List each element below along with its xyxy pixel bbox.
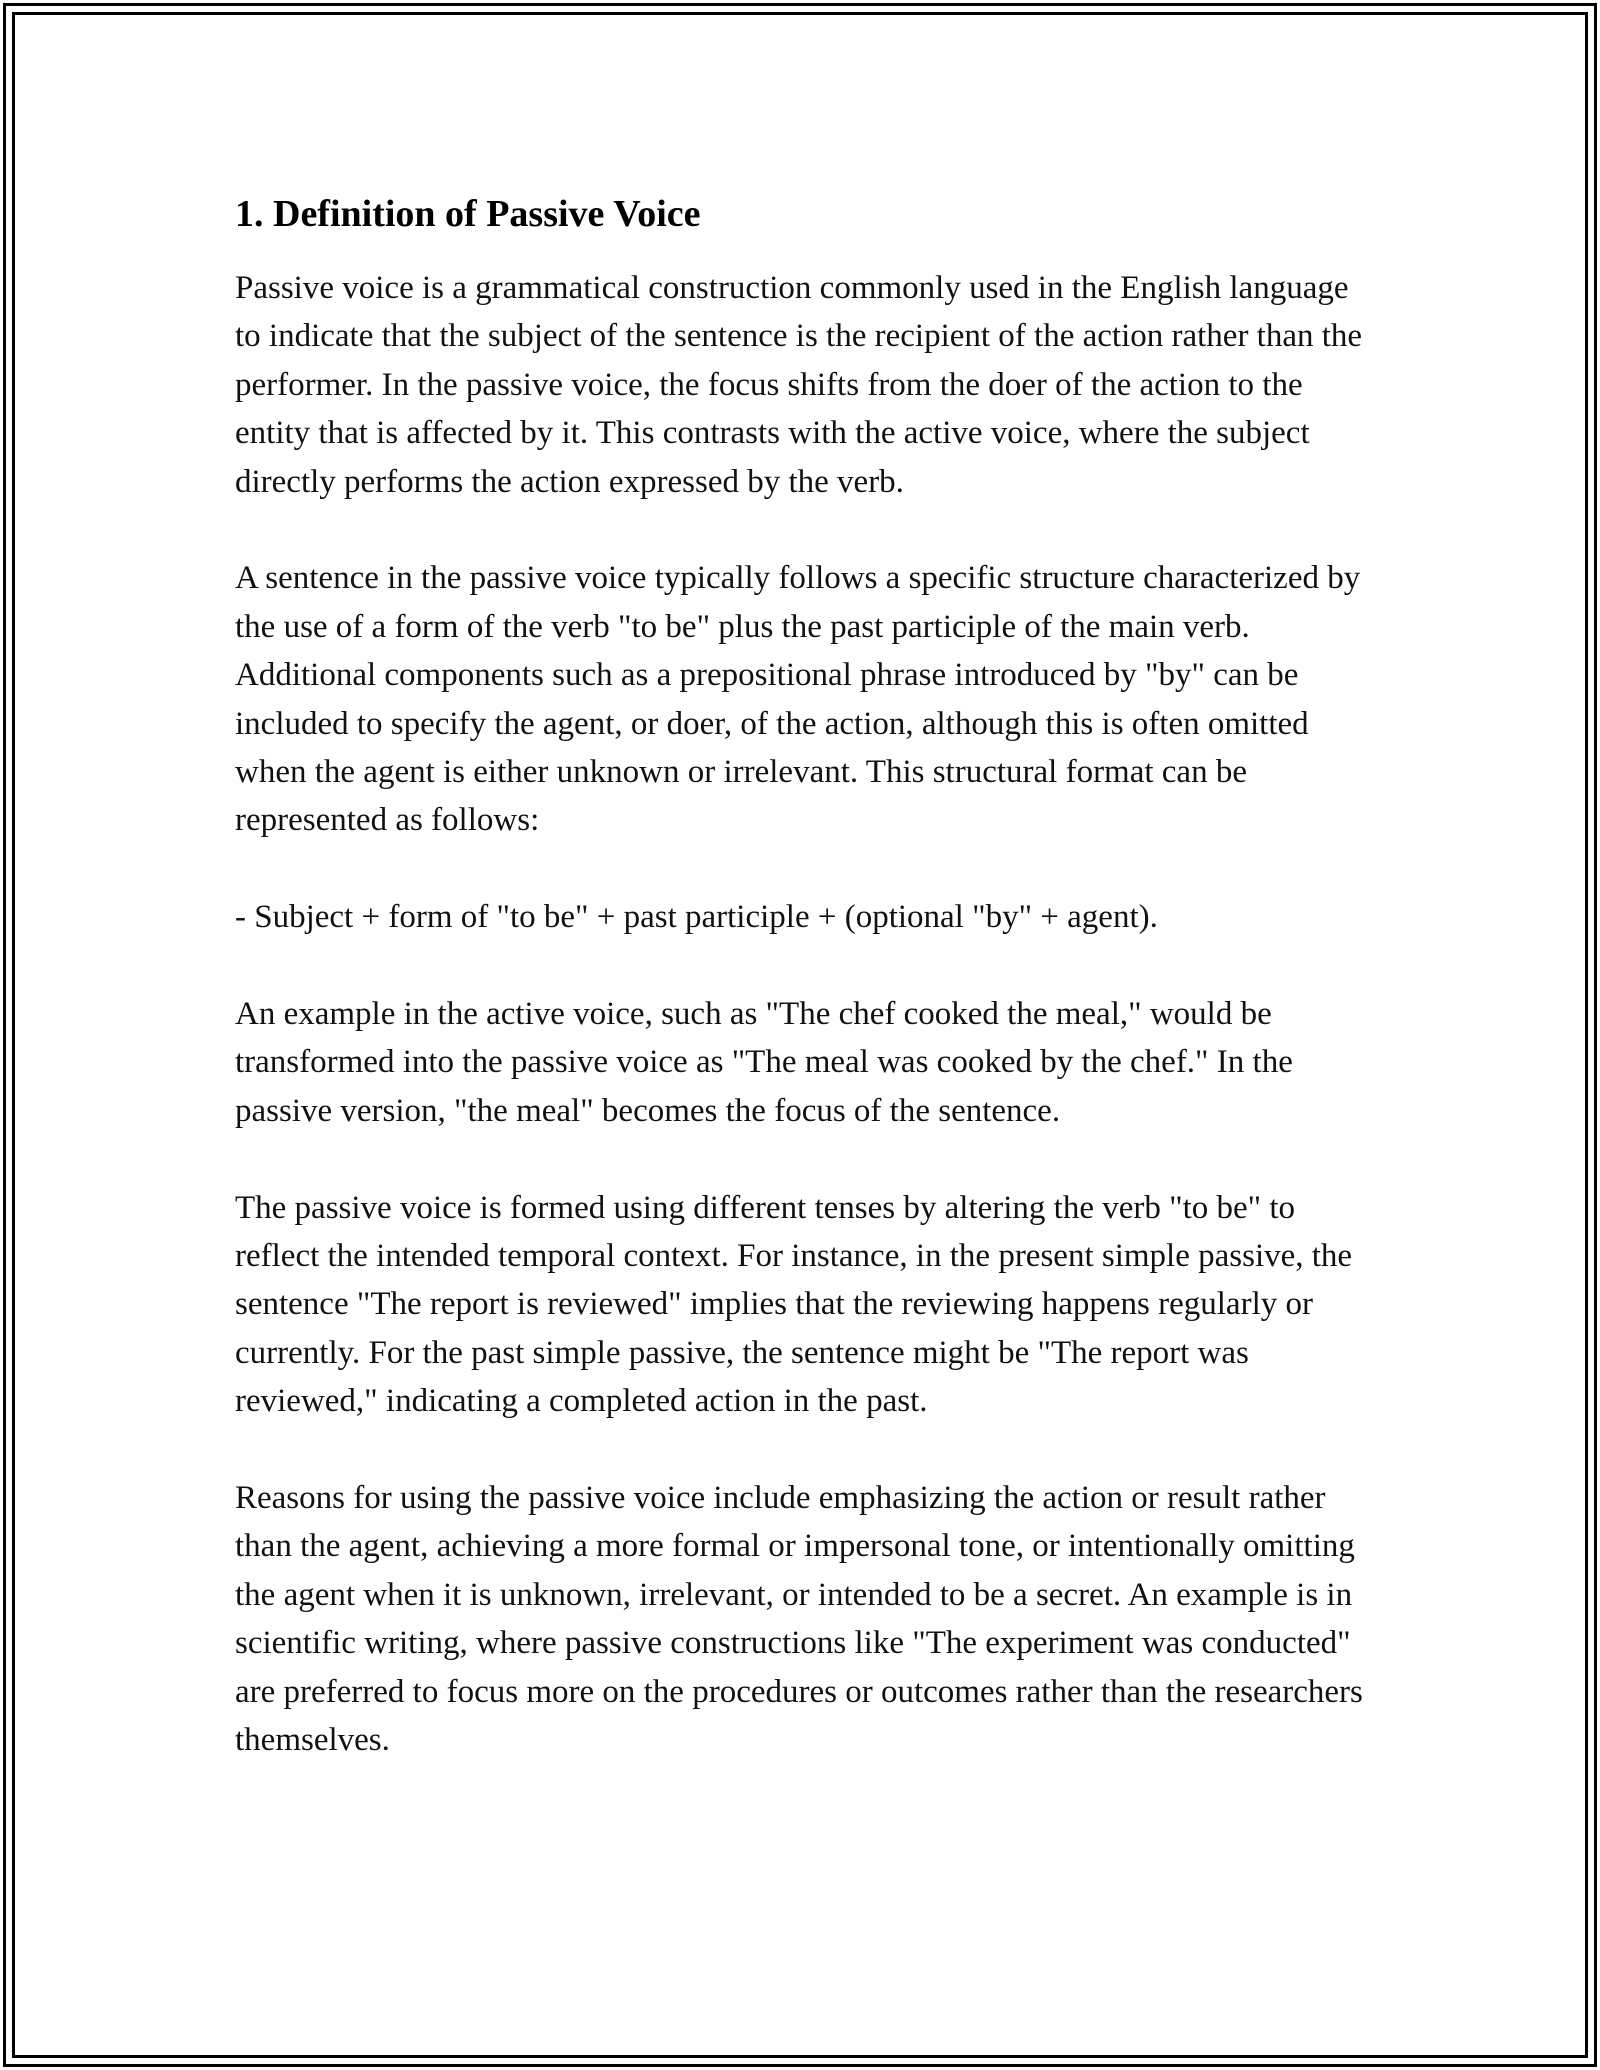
- paragraph-formula: - Subject + form of "to be" + past participle + (optional "by" + agent).: [235, 899, 1158, 936]
- document-body: [235, 186, 1375, 1813]
- paragraph-definition: Passive voice is a grammatical construction commonly used in the English language to indicate that the subject of the sentence is the recipient of the action rather than the performer. In the passive voice, the focus shifts from the doer of the action to the entity that is affected by it. This contrasts with the active voice, where the subject directly performs the action expressed by the verb.: [235, 270, 1363, 500]
- paragraph-structure: A sentence in the passive voice typically follows a specific structure characterized by the use of a form of the verb "to be" plus the past participle of the main verb. Additional components such as a prepositional phrase introduced by "by" can be included to specify the agent, or doer, of the action, although this is often omitted when the agent is either unknown or irrelevant. This structural format can be represented as follows:: [235, 560, 1361, 839]
- section-heading: 1. Definition of Passive Voice: [235, 193, 701, 235]
- paragraph-reasons: Reasons for using the passive voice include emphasizing the action or result rather than the agent, achieving a more formal or impersonal tone, or intentionally omitting the agent when it is unknown, irrelevant, or intended to be a secret. An example is in scientific writing, where passive constructions like "The experiment was conducted" are preferred to focus more on the procedures or outcomes rather than the researchers themselves.: [235, 1480, 1363, 1759]
- paragraph-tenses: The passive voice is formed using different tenses by altering the verb "to be" to reflect the intended temporal context. For instance, in the present simple passive, the sentence "The report is reviewed" implies that the reviewing happens regularly or currently. For the past simple passive, the sentence might be "The report was reviewed," indicating a completed action in the past.: [235, 1189, 1353, 1420]
- paragraph-example: An example in the active voice, such as "The chef cooked the meal," would be transformed into the passive voice as "The meal was cooked by the chef." In the passive version, "the meal" becomes the focus of the sentence.: [235, 996, 1293, 1129]
